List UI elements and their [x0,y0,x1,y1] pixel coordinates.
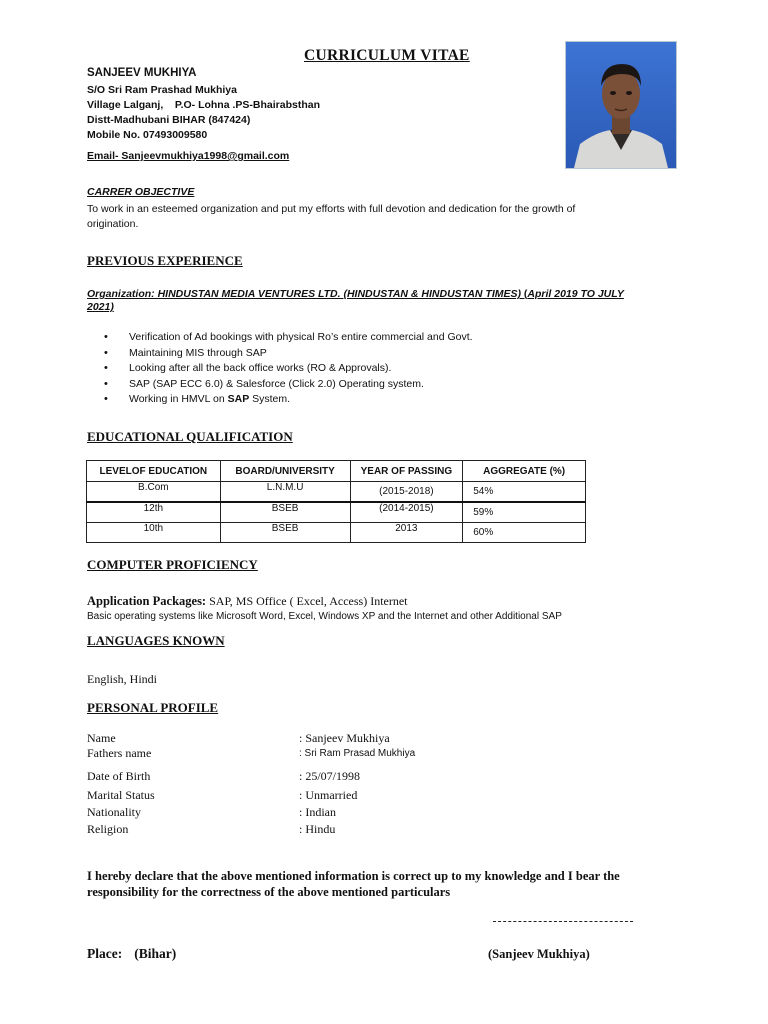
signature-line [493,921,633,922]
table-row [87,502,586,523]
contact-email: Email- Sanjeevmukhiya1998@gmail.com [87,150,290,162]
list-item-text: Working in HMVL on [129,393,228,406]
experience-organization [87,288,627,314]
document-title: CURRICULUM VITAE [304,47,470,64]
list-item: • SAP (SAP ECC 6.0) & Salesforce (Click 2.0) Operating system. [104,377,473,393]
table-cell: 54% [463,482,586,503]
table-cell: 12th [87,502,221,523]
list-item: • Looking after all the back office works (RO & Approvals). [104,361,473,377]
contact-name: SANJEEV MUKHIYA [87,67,197,79]
education-heading: EDUCATIONAL QUALIFICATION [87,429,293,444]
application-packages [87,594,408,609]
table-header: LEVELOF EDUCATION [87,461,221,482]
table-header: AGGREGATE (%) [463,461,586,482]
education-table [86,460,586,543]
application-packages-value: SAP, MS Office ( Excel, Access) Internet [206,594,408,608]
declaration-text: I hereby declare that the above mentioned information is correct up to my knowledge and I bear the responsibility for the correctness of the above mentioned particulars [87,869,620,899]
list-item: • Verification of Ad bookings with physical Ro’s entire commercial and Govt. [104,330,473,346]
personal-label-marital: Marital Status [87,788,155,802]
organization-paren: ( [521,288,528,300]
table-header-row [87,461,586,482]
personal-label-nationality: Nationality [87,805,141,819]
languages-heading: LANGUAGES KNOWN [87,633,225,648]
list-item-text: System. [249,393,291,406]
objective-text: To work in an esteemed organization and put my efforts with full devotion and dedication for the growth of origination. [87,203,576,230]
personal-value-name: : Sanjeev Mukhiya [299,731,390,745]
personal-label-name: Name [87,731,116,745]
table-cell: BSEB [220,523,350,543]
personal-label-father: Fathers name [87,746,152,760]
personal-value-dob: : 25/07/1998 [299,769,361,783]
table-cell: 59% [463,502,586,523]
table-row [87,523,586,543]
personal-value-father: : Sri Ram Prasad Mukhiya [299,748,416,759]
table-row [87,482,586,503]
experience-duties-list [104,330,473,408]
personal-heading: PERSONAL PROFILE [87,700,219,715]
table-cell: (2014-2015) [350,502,463,523]
table-header: BOARD/UNIVERSITY [220,461,350,482]
list-item-bold: SAP [227,393,250,406]
list-item: • Maintaining MIS through SAP [104,346,473,362]
table-cell: BSEB [220,502,350,523]
place-label: Place: [87,946,123,961]
contact-mobile: Mobile No. 07493009580 [87,129,208,141]
organization-name: Organization: HINDUSTAN MEDIA VENTURES LTD. (HINDUSTAN & HINDUSTAN TIMES) [87,288,521,300]
table-header: YEAR OF PASSING [350,461,463,482]
list-item [104,392,473,408]
experience-heading: PREVIOUS EXPERIENCE [87,253,243,268]
table-cell: (2015-2018) [350,482,463,503]
place-line [87,946,176,962]
personal-value-religion: : Hindu [299,822,336,836]
languages-value: English, Hindi [87,672,158,686]
place-value: (Bihar) [134,946,177,961]
contact-address-line1: Village Lalganj, P.O- Lohna .PS-Bhairabsthan [87,99,320,111]
contact-address-line2: Distt-Madhubani BIHAR (847424) [87,114,251,126]
application-packages-label: Application Packages: [87,594,207,608]
contact-father: S/O Sri Ram Prashad Mukhiya [87,84,237,96]
table-cell: 60% [463,523,586,543]
basic-systems-text: Basic operating systems like Microsoft Word, Excel, Windows XP and the Internet and other Additional SAP [87,611,562,622]
personal-label-dob: Date of Birth [87,769,151,783]
organization-period: April 2019 TO JULY 2021) [87,288,624,313]
personal-value-marital: : Unmarried [299,788,358,802]
computer-heading: COMPUTER PROFICIENCY [87,557,258,572]
objective-heading: CARRER OBJECTIVE [87,186,195,198]
table-cell: 10th [87,523,221,543]
profile-photo-image [566,42,676,168]
personal-label-religion: Religion [87,822,129,836]
table-cell: 2013 [350,523,463,543]
table-cell: L.N.M.U [220,482,350,503]
table-cell: B.Com [87,482,221,503]
signature-name: (Sanjeev Mukhiya) [488,947,590,961]
profile-photo [565,41,677,169]
personal-value-nationality: : Indian [299,805,336,819]
